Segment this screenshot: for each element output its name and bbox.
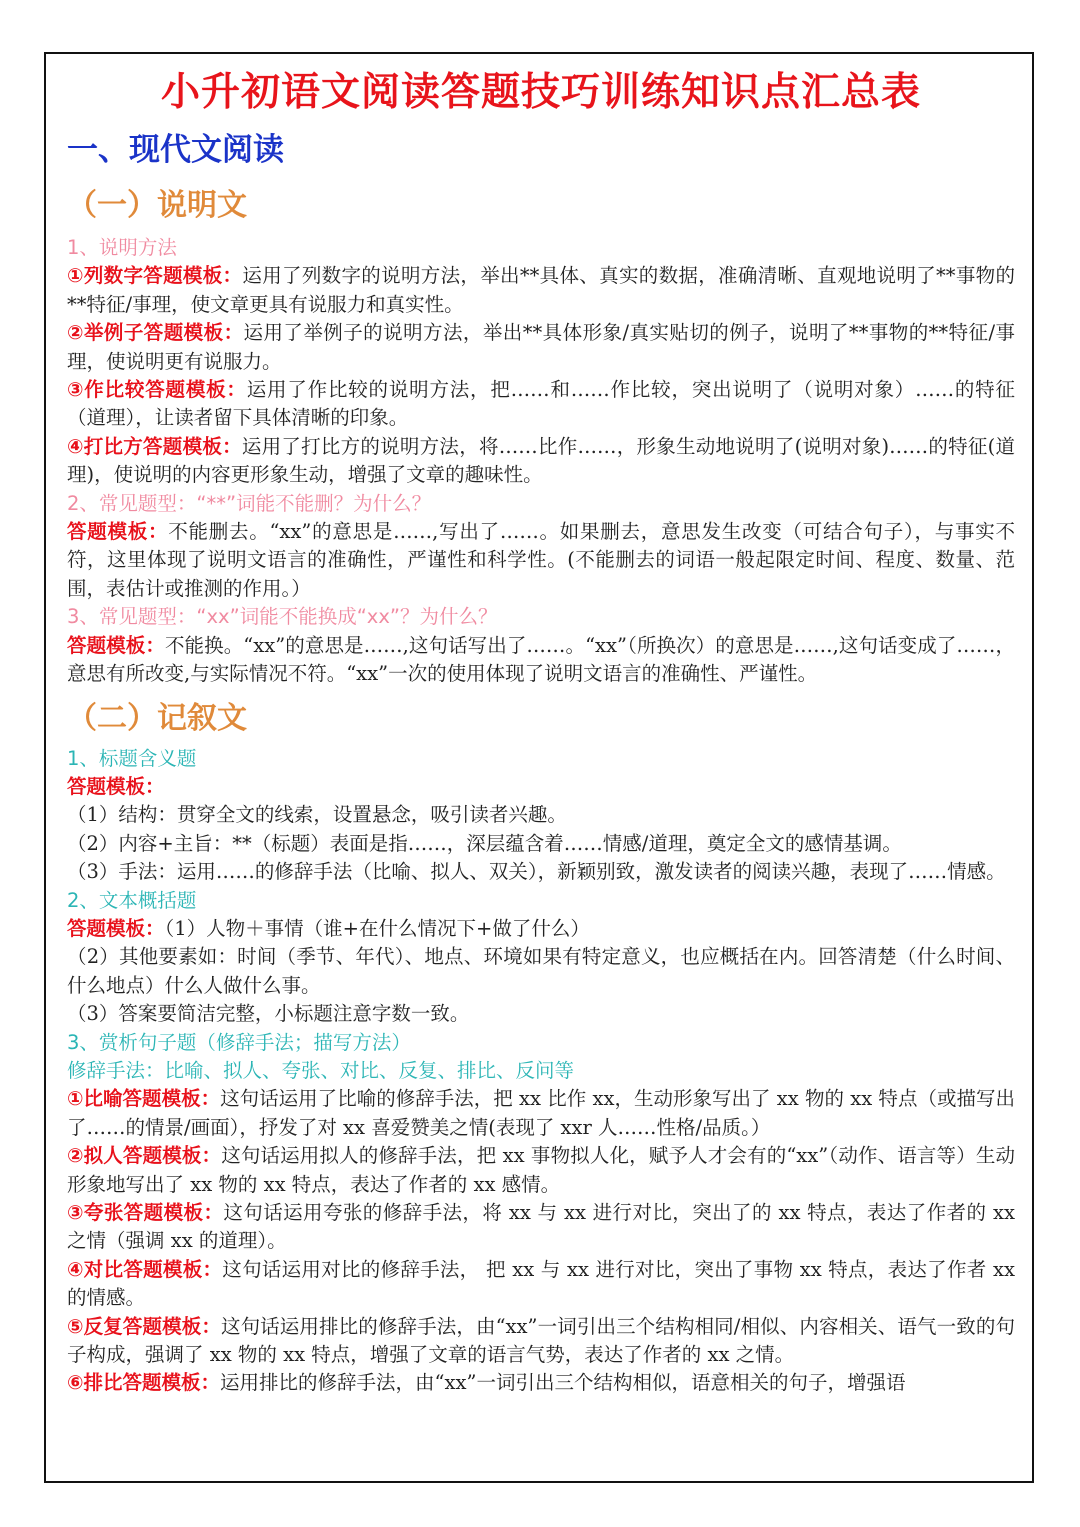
topic-heading: 3、常见题型：“xx”词能不能换成“xx”？为什么？: [67, 605, 498, 629]
paragraph: [67, 1199, 1015, 1256]
paragraph-text: （2）内容+主旨：**（标题）表面是指……，深层蕴含着……情感/道理，奠定全文的感情基调。: [67, 831, 902, 855]
subsection-heading: （一）说明文: [67, 188, 247, 223]
paragraph-text: 这句话运用夸张的修辞手法，将 xx 与 xx 进行对比，突出了的 xx 特点，表达了作者的 xx 之情（强调 xx 的道理）。: [67, 1201, 1016, 1253]
template-label: ①比喻答题模板：: [67, 1087, 221, 1111]
document-title: 小升初语文阅读答题技巧训练知识点汇总表: [160, 70, 921, 115]
paragraph-text: 运用了打比方的说明方法，将……比作……，形象生动地说明了(说明对象)……的特征(道理)，使说明的内容更形象生动，增强了文章的趣味性。: [67, 434, 1015, 487]
topic-heading: 3、赏析句子题（修辞手法；描写方法）: [67, 1030, 411, 1054]
paragraph: [67, 319, 1015, 376]
paragraph: [67, 1085, 1015, 1142]
paragraph-text: 不能换。“xx”的意思是……,这句话写出了……。“xx”（所换次）的意思是……,这句话变成了……，意思有所改变,与实际情况不符。“xx”一次的使用体现了说明文语言的准确性、严谨性。: [67, 633, 1015, 686]
paragraph: [67, 632, 1015, 689]
template-label: ②拟人答题模板：: [67, 1144, 222, 1168]
paragraph: [67, 801, 1015, 829]
paragraph: [67, 1000, 1015, 1028]
template-label: ③夸张答题模板：: [67, 1201, 224, 1224]
topic-heading: 2、常见题型：“**”词能不能删？为什么？: [67, 491, 432, 515]
paragraph-text: （3）答案要简洁完整，小标题注意字数一致。: [67, 1002, 470, 1026]
template-label: 答题模板：: [67, 774, 165, 798]
paragraph-text: （3）手法：运用……的修辞手法（比喻、拟人、双关），新颖别致，激发读者的阅读兴趣，表现了……情感。: [67, 860, 1006, 884]
paragraph: [67, 518, 1015, 603]
section-content: [67, 184, 1015, 1398]
paragraph-text: 运用了作比较的说明方法，把……和……作比较，突出说明了（说明对象）……的特征（道理），让读者留下具体清晰的印象。: [67, 378, 1015, 430]
topic-heading: 2、文本概括题: [67, 888, 197, 912]
topic-heading: 1、标题含义题: [67, 746, 197, 770]
template-label: ①列数字答题模板：: [67, 264, 243, 288]
paragraph-text: （2）其他要素如：时间（季节、年代）、地点、环境如果有特定意义，也应概括在内。回答清楚（什么时间、什么地点）什么人做什么事。: [67, 945, 1015, 997]
subsection-heading: （二）记叙文: [67, 700, 247, 736]
paragraph: [67, 915, 1015, 943]
document-body: [67, 54, 1015, 1398]
paragraph: [67, 1369, 1015, 1397]
paragraph-text: 这句话运用对比的修辞手法， 把 xx 与 xx 进行对比，突出了事物 xx 特点，表达了作者 xx 的情感。: [67, 1257, 1015, 1310]
template-label: ②举例子答题模板：: [67, 321, 244, 345]
document-frame: [44, 52, 1034, 1483]
paragraph-text: 运用排比的修辞手法，由“xx”一词引出三个结构相似，语意相关的句子，增强语: [220, 1371, 906, 1395]
template-label: ⑤反复答题模板：: [67, 1314, 221, 1338]
template-label: ③作比较答题模板：: [67, 378, 247, 402]
paragraph: [67, 858, 1015, 886]
paragraph-text: 这句话运用拟人的修辞手法，把 xx 事物拟人化，赋予人才会有的“xx”（动作、语言等）生动形象地写出了 xx 物的 xx 特点，表达了作者的 xx 感情。: [67, 1144, 1015, 1196]
paragraph-text: 运用了举例子的说明方法，举出**具体形象/真实贴切的例子，说明了**事物的**特征/事理，使说明更有说服力。: [67, 321, 1015, 373]
template-label: 答题模板：: [67, 520, 169, 544]
paragraph: [67, 1313, 1015, 1370]
template-label: 答题模板：: [67, 916, 165, 940]
paragraph-text: （1）结构：贯穿全文的线索，设置悬念，吸引读者兴趣。: [67, 803, 567, 827]
paragraph-text: （1）人物＋事情（谁+在什么情况下+做了什么）: [164, 916, 590, 940]
topic-heading: 1、说明方法: [67, 236, 177, 259]
paragraph: [67, 943, 1015, 1000]
paragraph-text: 运用了列数字的说明方法，举出**具体、真实的数据，准确清晰、直观地说明了**事物的**特征/事理，使文章更具有说服力和真实性。: [67, 264, 1015, 316]
template-label: ④打比方答题模板：: [67, 434, 242, 458]
topic-heading: 修辞手法：比喻、拟人、夸张、对比、反复、排比、反问等: [67, 1058, 575, 1082]
paragraph: [67, 1142, 1015, 1199]
template-label: ⑥排比答题模板：: [67, 1371, 221, 1395]
paragraph-text: 这句话运用排比的修辞手法，由“xx”一词引出三个结构相同/相似、内容相关、语气一致的句子构成，强调了 xx 物的 xx 特点，增强了文章的语言气势，表达了作者的 xx 之情。: [67, 1314, 1015, 1367]
paragraph: [67, 262, 1015, 319]
template-label: 答题模板：: [67, 633, 165, 657]
paragraph: [67, 830, 1015, 858]
section-heading: 一、现代文阅读: [67, 132, 284, 168]
template-label: ④对比答题模板：: [67, 1257, 223, 1281]
paragraph: [67, 773, 1015, 801]
paragraph: [67, 1256, 1015, 1313]
paragraph: [67, 376, 1015, 433]
paragraph-text: 这句话运用了比喻的修辞手法，把 xx 比作 xx，生动形象写出了 xx 物的 xx 特点（或描写出了……的情景/画面），抒发了对 xx 喜爱赞美之情(表现了 xxr 人……性格/品质。）: [67, 1087, 1016, 1139]
paragraph-text: 不能删去。“xx”的意思是……,写出了……。如果删去，意思发生改变（可结合句子），与事实不符，这里体现了说明文语言的准确性，严谨性和科学性。(不能删去的词语一般起限定时间、程度、数量、范围，表估计或推测的作用。）: [67, 520, 1015, 600]
paragraph: [67, 433, 1015, 490]
